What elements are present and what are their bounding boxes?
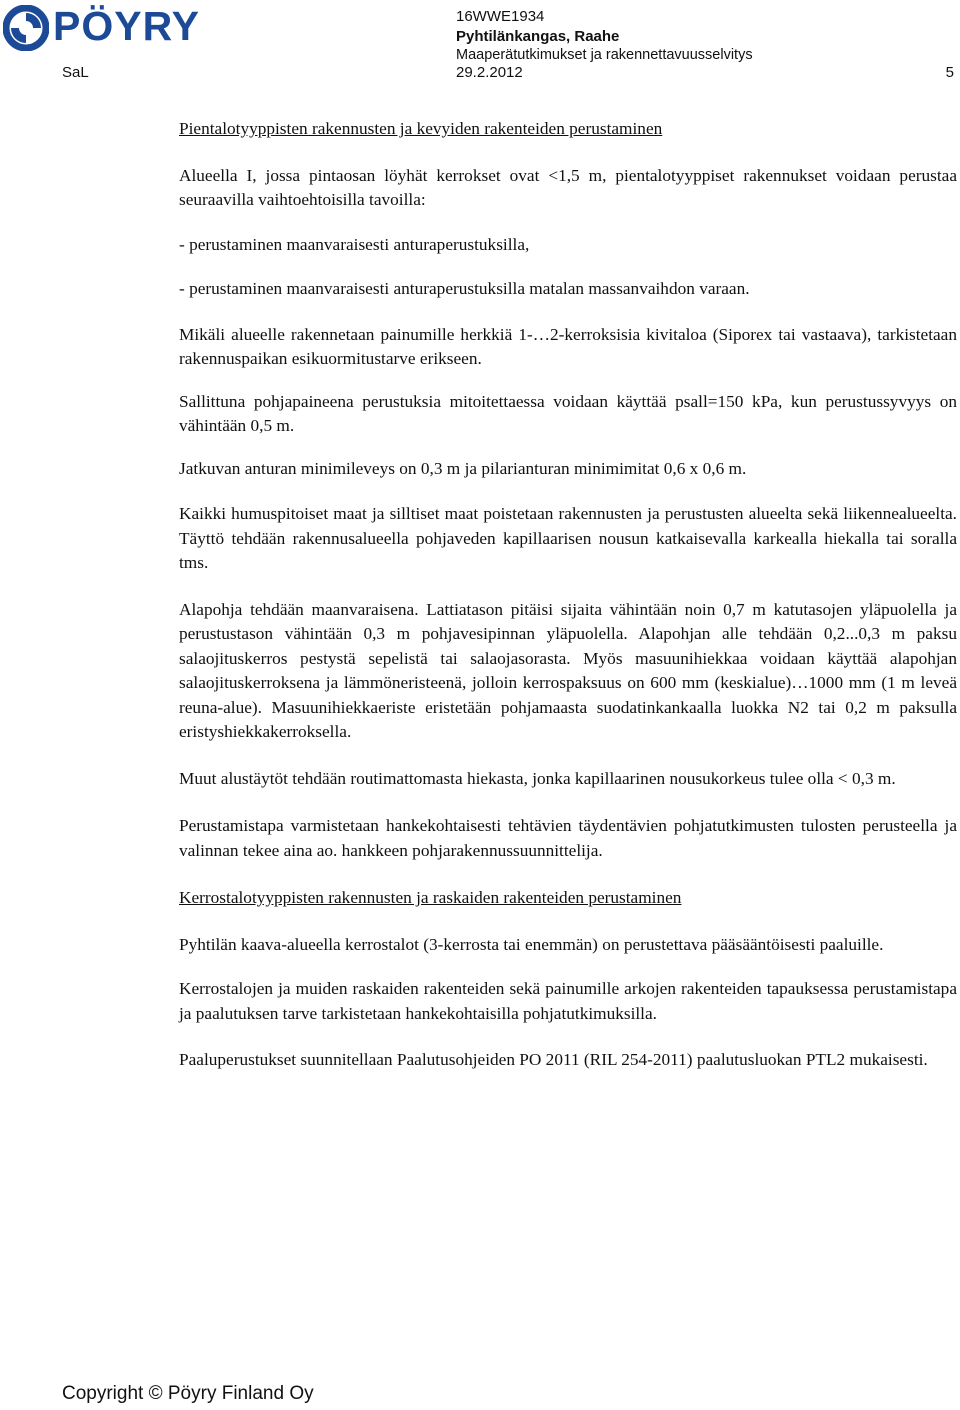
list-item-foundation-1: - perustaminen maanvaraisesti anturaperustuksilla, xyxy=(179,234,530,254)
project-place: Pyhtilänkangas, Raahe xyxy=(456,28,620,45)
copyright-footer: Copyright © Pöyry Finland Oy xyxy=(62,1383,314,1404)
project-code: 16WWE1934 xyxy=(456,8,545,25)
paragraph-area-one: Alueella I, jossa pintaosan löyhät kerrokset ovat <1,5 m, pientalotyyppiset rakennukset voidaan perustaa seuraavilla vaihtoehtoisilla tavoilla: xyxy=(179,165,957,209)
section-heading-pientalot: Pientalotyyppisten rakennusten ja kevyiden rakenteiden perustaminen xyxy=(179,119,663,138)
logo-wordmark: PÖYRY xyxy=(53,3,201,49)
paragraph-verification: Perustamistapa varmistetaan hankekohtaisesti tehtävien täydentävien pohjatutkimusten tulosten perusteella ja valinnan tekee aina ao. hankkeen pohjarakennussuunnittelija. xyxy=(179,816,957,860)
poyry-logo xyxy=(3,5,243,49)
list-item-foundation-2: - perustaminen maanvaraisesti anturaperustuksilla matalan massanvaihdon varaan. xyxy=(179,279,750,298)
section-heading-kerrostalot: Kerrostalotyyppisten rakennusten ja raskaiden rakenteiden perustaminen xyxy=(179,888,682,907)
paragraph-base-floor: Alapohja tehdään maanvaraisena. Lattiatason pitäisi sijaita vähintään noin 0,7 m katutasojen yläpuolella ja perustustason vähintään 0,3 m pohjavesipinnan yläpuolella. Alapohjan alle tehdään 0,2...0,3 m paksu salaojituskerros pestystä sepelistä tai salaojasorasta. Myös masuunihiekkaa voidaan käyttää alapohjan salaojituskerroksena ja lämmöneristeenä, jolloin kerrospaksuus on 600 mm (keskialue)…1000 mm (1 m leveä reuna-alue). Masuunihiekkaeriste eristetään pohjamaasta suodatinkankaalla luokka N2 tai 0,2 m paksulla eristyshiekkakerroksella. xyxy=(179,599,957,741)
logo-mark-icon xyxy=(3,5,49,51)
page-header xyxy=(0,0,960,85)
paragraph-fill: Muut alustäytöt tehdään routimattomasta hiekasta, jonka kapillaarinen nousukorkeus tulee olla < 0,3 m. xyxy=(179,768,896,788)
author-initials: SaL xyxy=(62,64,89,81)
project-description: Maaperätutkimukset ja rakennettavuusselvitys xyxy=(456,47,753,63)
paragraph-bearing-pressure: Sallittuna pohjapaineena perustuksia mitoitettaessa voidaan käyttää psall=150 kPa, kun perustussyvyys on vähintään 0,5 m. xyxy=(179,391,957,435)
paragraph-piles: Pyhtilän kaava-alueella kerrostalot (3-kerrosta tai enemmän) on perustettava pääsääntöisesti paaluille. xyxy=(179,934,884,954)
paragraph-kivitalo: Mikäli alueelle rakennetaan painumille herkkiä 1-…2-kerroksisia kivitaloa (Siporex tai vastaava), tarkistetaan rakennuspaikan esikuormitustarve erikseen. xyxy=(179,324,957,368)
paragraph-humus-removal: Kaikki humuspitoiset maat ja silltiset maat poistetaan rakennusten ja perustusten alueelta sekä liikennealueelta. Täyttö tehdään rakennusalueella pohjaveden kapillaarisen nousun katkaisevalla karkealla hiekalla tai soralla tms. xyxy=(179,504,957,572)
document-body xyxy=(179,117,957,1073)
document-date: 29.2.2012 xyxy=(456,64,523,81)
page-number: 5 xyxy=(945,64,954,81)
paragraph-heavy-structures: Kerrostalojen ja muiden raskaiden rakenteiden sekä painumille arkojen rakenteiden tapauksessa perustamistapa ja paalutuksen tarve tarkistetaan hankekohtaisilla pohjatutkimuksilla. xyxy=(179,979,957,1023)
paragraph-footing-width: Jatkuvan anturan minimileveys on 0,3 m ja pilarianturan minimimitat 0,6 x 0,6 m. xyxy=(179,458,747,478)
paragraph-pile-design: Paaluperustukset suunnitellaan Paalutusohjeiden PO 2011 (RIL 254-2011) paalutusluokan PTL2 mukaisesti. xyxy=(179,1050,928,1069)
